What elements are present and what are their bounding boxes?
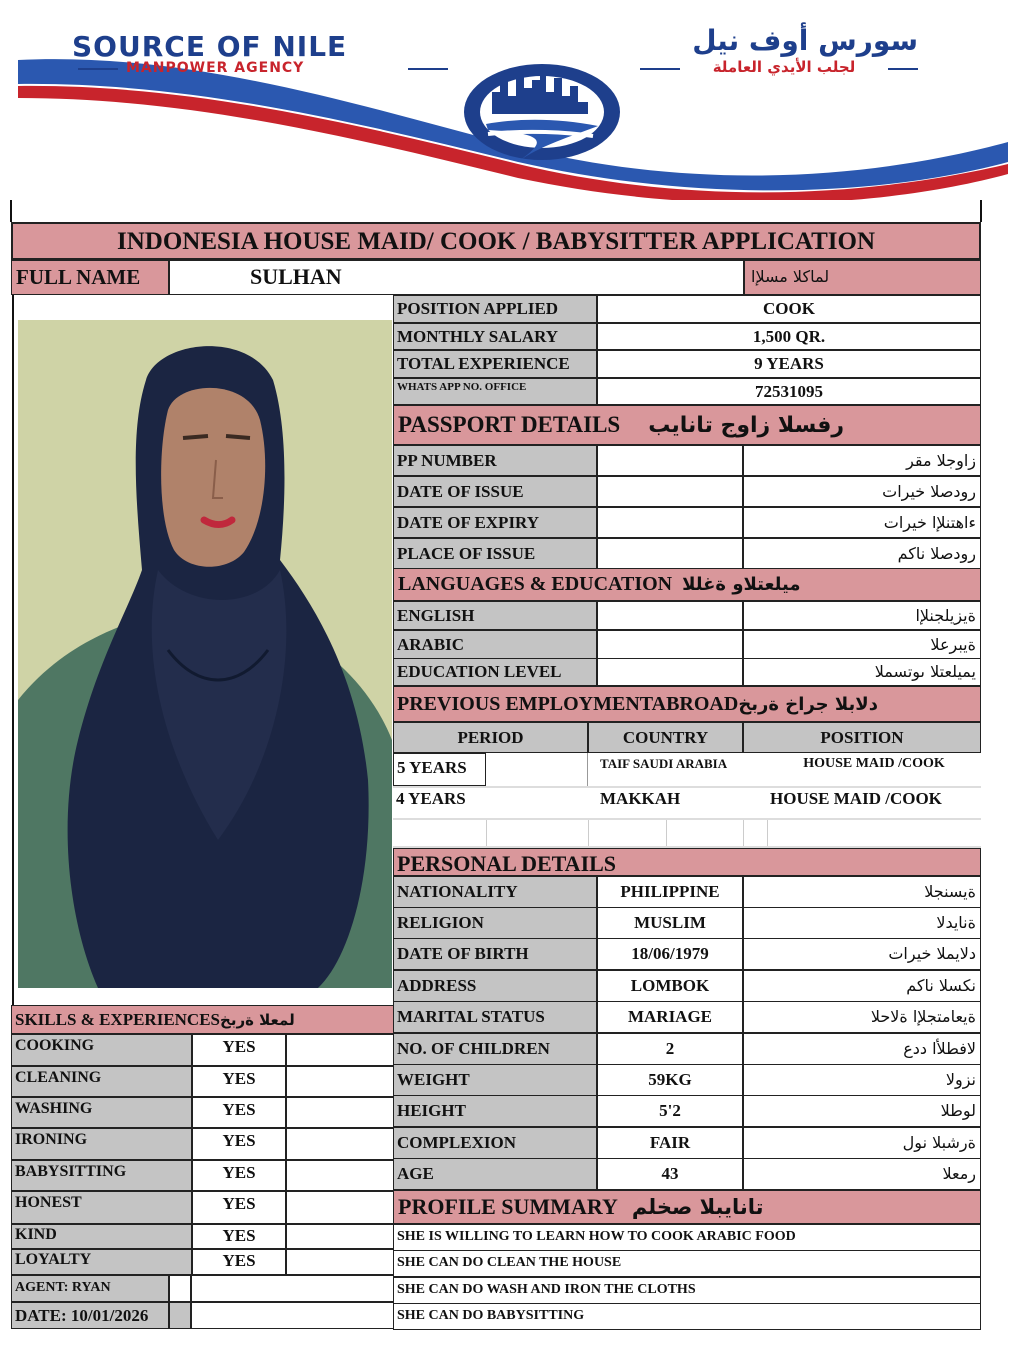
profile-line xyxy=(393,1303,981,1330)
passport-row-ar-cell xyxy=(743,445,981,476)
personal-row-label: AGE xyxy=(397,1164,434,1183)
personal-row-value-cell[interactable] xyxy=(597,1064,743,1096)
skills-section-title-ar: لمعلا ةربخ xyxy=(220,1011,295,1029)
employment-empty-cell xyxy=(486,753,588,786)
employment-header-country-label: COUNTRY xyxy=(622,728,709,747)
full-name-label: FULL NAME xyxy=(16,265,141,289)
language-row-label: ENGLISH xyxy=(397,606,475,625)
total-experience-value: 9 YEARS xyxy=(754,354,824,373)
date-cell xyxy=(11,1302,169,1329)
passport-row-ar-cell xyxy=(743,507,981,538)
skill-note-cell[interactable] xyxy=(286,1097,394,1128)
job-label-cell xyxy=(393,323,597,350)
employment-row-country[interactable] xyxy=(597,788,757,818)
passport-row-value-cell[interactable] xyxy=(597,507,743,538)
language-row-label-ar: ةيزيلجنلإا xyxy=(915,606,976,625)
passport-row-label: PP NUMBER xyxy=(397,451,497,470)
language-row-ar-cell xyxy=(743,630,981,659)
full-name-field[interactable] xyxy=(169,260,744,295)
personal-row-value: 43 xyxy=(661,1164,679,1183)
job-value-cell[interactable] xyxy=(597,295,981,323)
language-row-label: EDUCATION LEVEL xyxy=(397,662,562,681)
whatsapp-office-label: WHATS APP NO. OFFICE xyxy=(397,381,527,393)
brand-name-ar: سورس أوف نيل xyxy=(692,24,918,57)
position-applied-label: POSITION APPLIED xyxy=(397,299,559,318)
passport-row-label: PLACE OF ISSUE xyxy=(397,544,536,563)
passport-row-label-cell xyxy=(393,538,597,569)
passport-row-label: DATE OF ISSUE xyxy=(397,482,524,501)
skill-value: YES xyxy=(222,1226,256,1245)
personal-row-value-cell[interactable] xyxy=(597,1033,743,1065)
skill-note-cell[interactable] xyxy=(286,1160,394,1191)
personal-row-label-cell xyxy=(393,938,597,970)
skill-value: YES xyxy=(222,1131,256,1150)
employment-header-position-label: POSITION xyxy=(820,728,904,747)
job-value-cell[interactable] xyxy=(597,378,981,405)
personal-row-ar-cell xyxy=(743,1158,981,1190)
personal-row-value-cell[interactable] xyxy=(597,970,743,1002)
employment-row-2-position: HOUSE MAID /COOK xyxy=(770,789,942,808)
personal-row-label: COMPLEXION xyxy=(397,1133,516,1152)
personal-row-label-ar: ةنايدلا xyxy=(936,913,976,932)
skill-value: YES xyxy=(222,1163,256,1182)
personal-row-ar-cell xyxy=(743,1033,981,1065)
skill-value-cell[interactable] xyxy=(192,1128,286,1160)
passport-row-label-ar: ءاهتنلإا خيرات xyxy=(883,513,976,532)
form-title: INDONESIA HOUSE MAID/ COOK / BABYSITTER APPLICATION xyxy=(116,228,875,255)
skill-label: IRONING xyxy=(15,1131,88,1148)
personal-row-ar-cell xyxy=(743,1064,981,1096)
passport-row-label: DATE OF EXPIRY xyxy=(397,513,540,532)
language-row-label-cell xyxy=(393,601,597,630)
personal-row-label-ar: لوطلا xyxy=(940,1101,976,1120)
language-row-label: ARABIC xyxy=(397,635,465,654)
profile-line xyxy=(393,1277,981,1304)
skill-label: CLEANING xyxy=(15,1069,102,1086)
language-row-ar-cell xyxy=(743,601,981,630)
employment-row-period[interactable] xyxy=(393,753,486,786)
personal-row-value: MARIAGE xyxy=(627,1007,713,1026)
brand-subtitle-en-row xyxy=(78,60,458,78)
passport-row-ar-cell xyxy=(743,538,981,569)
employment-row-position[interactable] xyxy=(767,788,981,818)
personal-row-label-ar: ةيعامتجلإا ةلاحلا xyxy=(870,1007,976,1026)
profile-line xyxy=(393,1250,981,1277)
language-row-value-cell[interactable] xyxy=(597,630,743,659)
personal-row-ar-cell xyxy=(743,1095,981,1127)
profile-section-header xyxy=(393,1190,981,1224)
skill-label-cell xyxy=(11,1066,192,1097)
personal-section-header xyxy=(393,848,981,876)
personal-row-value: 59KG xyxy=(648,1070,692,1089)
personal-row-label: MARITAL STATUS xyxy=(397,1007,545,1026)
personal-row-value: 5'2 xyxy=(659,1101,681,1120)
skill-note-cell[interactable] xyxy=(286,1249,394,1275)
skill-value: YES xyxy=(222,1037,256,1056)
passport-row-ar-cell xyxy=(743,476,981,507)
language-row-label-ar: يميلعتلا ىوتسملا xyxy=(874,662,976,681)
job-label-cell xyxy=(393,378,597,405)
personal-row-label-ar: نزولا xyxy=(945,1070,976,1089)
monthly-salary-value: 1,500 QR. xyxy=(752,327,826,346)
skill-label-cell xyxy=(11,1128,192,1160)
profile-line xyxy=(393,1224,981,1251)
employment-row-1-period: 5 YEARS xyxy=(397,758,467,777)
skill-label-cell xyxy=(11,1224,192,1249)
skills-section-header xyxy=(11,1005,394,1034)
languages-section-title: LANGUAGES & EDUCATION xyxy=(398,573,673,595)
language-row-label-ar: ةيبرعلا xyxy=(930,635,976,654)
skill-label-cell xyxy=(11,1097,192,1128)
passport-row-label-ar: زاوجلا مقر xyxy=(906,451,976,470)
language-row-label-cell xyxy=(393,630,597,659)
passport-row-value-cell[interactable] xyxy=(597,476,743,507)
passport-row-label-ar: رودصلا خيرات xyxy=(882,482,976,501)
passport-row-label-cell xyxy=(393,507,597,538)
language-row-value-cell[interactable] xyxy=(597,601,743,630)
agency-letterhead xyxy=(18,22,1008,200)
personal-row-value: LOMBOK xyxy=(630,976,710,995)
languages-section-title-ar: ميلعتلاو ةغللا xyxy=(682,574,801,595)
personal-row-label: NATIONALITY xyxy=(397,882,518,901)
personal-row-value: PHILIPPINE xyxy=(620,882,720,901)
full-name-ar-cell xyxy=(744,260,981,295)
personal-row-label-cell xyxy=(393,1001,597,1033)
personal-row-label: HEIGHT xyxy=(397,1101,466,1120)
employment-row-1-country: TAIF SAUDI ARABIA xyxy=(600,756,728,771)
job-label-cell xyxy=(393,350,597,378)
frame-right-top xyxy=(980,200,982,222)
personal-row-value-cell[interactable] xyxy=(597,1158,743,1190)
personal-row-label-cell xyxy=(393,970,597,1002)
date-label: DATE: 10/01/2026 xyxy=(15,1306,149,1325)
employment-row-2-period: 4 YEARS xyxy=(396,789,466,808)
skill-value-cell[interactable] xyxy=(192,1249,286,1275)
personal-row-value: 2 xyxy=(665,1039,675,1058)
job-value-cell[interactable] xyxy=(597,323,981,350)
full-name-value: SULHAN xyxy=(250,264,342,289)
skill-value-cell[interactable] xyxy=(192,1224,286,1249)
personal-row-label-cell xyxy=(393,907,597,939)
skill-value-cell[interactable] xyxy=(192,1066,286,1097)
employment-header-position xyxy=(743,722,981,753)
profile-line-text: SHE CAN DO BABYSITTING xyxy=(397,1308,585,1323)
personal-row-label: ADDRESS xyxy=(397,976,477,995)
language-row-label-cell xyxy=(393,658,597,686)
employment-row-position[interactable] xyxy=(767,753,981,786)
employment-section-title: PREVIOUS EMPLOYMENTABROAD xyxy=(397,693,739,715)
agent-spacer xyxy=(169,1275,191,1302)
skill-label-cell xyxy=(11,1249,192,1275)
personal-row-label: DATE OF BIRTH xyxy=(397,944,529,963)
skill-value-cell[interactable] xyxy=(192,1160,286,1191)
personal-row-label-cell xyxy=(393,1095,597,1127)
agent-field[interactable] xyxy=(191,1275,394,1302)
job-value-cell[interactable] xyxy=(597,350,981,378)
personal-row-ar-cell xyxy=(743,970,981,1002)
skill-value: YES xyxy=(222,1069,256,1088)
personal-row-label-cell xyxy=(393,1033,597,1065)
skill-note-cell[interactable] xyxy=(286,1034,394,1066)
skill-note-cell[interactable] xyxy=(286,1066,394,1097)
personal-row-label: NO. OF CHILDREN xyxy=(397,1039,550,1058)
skill-label: BABYSITTING xyxy=(15,1163,127,1180)
personal-row-ar-cell xyxy=(743,907,981,939)
personal-row-label-ar: ةيسنجلا xyxy=(924,882,976,901)
skill-label-cell xyxy=(11,1160,192,1191)
applicant-photo-illustration xyxy=(18,320,392,988)
skill-label: COOKING xyxy=(15,1037,95,1054)
skill-note-cell[interactable] xyxy=(286,1191,394,1224)
profile-section-title: PROFILE SUMMARY xyxy=(398,1194,618,1219)
skill-label-cell xyxy=(11,1191,192,1224)
position-applied-value: COOK xyxy=(763,299,815,318)
passport-section-title: PASSPORT DETAILS xyxy=(398,412,621,437)
employment-header-period-label: PERIOD xyxy=(457,728,524,747)
personal-row-label-cell xyxy=(393,1127,597,1159)
personal-row-value-cell[interactable] xyxy=(597,876,743,908)
personal-row-ar-cell xyxy=(743,876,981,908)
personal-row-ar-cell xyxy=(743,1001,981,1033)
brand-subtitle-en: MANPOWER AGENCY xyxy=(126,60,305,76)
form-title-bar xyxy=(11,222,981,260)
personal-row-value: FAIR xyxy=(649,1133,691,1152)
personal-row-label-ar: ةرشبلا نول xyxy=(902,1133,976,1152)
personal-row-label: RELIGION xyxy=(397,913,484,932)
skill-label-cell xyxy=(11,1034,192,1066)
skill-note-cell[interactable] xyxy=(286,1128,394,1160)
monthly-salary-label: MONTHLY SALARY xyxy=(397,327,559,346)
language-row-ar-cell xyxy=(743,658,981,686)
employment-row-period[interactable] xyxy=(393,788,486,818)
passport-row-value-cell[interactable] xyxy=(597,445,743,476)
employment-row-1-position: HOUSE MAID /COOK xyxy=(803,756,945,771)
languages-section-header xyxy=(393,568,981,601)
profile-line-text: SHE IS WILLING TO LEARN HOW TO COOK ARABIC FOOD xyxy=(397,1229,796,1244)
personal-row-label: WEIGHT xyxy=(397,1070,470,1089)
personal-row-value-cell[interactable] xyxy=(597,938,743,970)
personal-section-title: PERSONAL DETAILS xyxy=(397,851,617,876)
personal-row-ar-cell xyxy=(743,1127,981,1159)
personal-row-ar-cell xyxy=(743,938,981,970)
skills-section-title: SKILLS & EXPERIENCES xyxy=(15,1010,221,1029)
employment-empty-row xyxy=(393,818,981,848)
whatsapp-office-value: 72531095 xyxy=(755,382,823,401)
skill-value: YES xyxy=(222,1194,256,1213)
personal-row-value-cell[interactable] xyxy=(597,1095,743,1127)
passport-row-label-ar: رودصلا ناكم xyxy=(897,544,976,563)
skill-label: LOYALTY xyxy=(15,1251,92,1268)
profile-line-text: SHE CAN DO WASH AND IRON THE CLOTHS xyxy=(397,1282,696,1297)
passport-row-label-cell xyxy=(393,445,597,476)
skill-value-cell[interactable] xyxy=(192,1097,286,1128)
personal-row-label-ar: نكسلا ناكم xyxy=(906,976,976,995)
brand-subtitle-ar: لجلب الأيدي العاملة xyxy=(712,58,856,76)
employment-header-period xyxy=(393,722,588,753)
passport-section-header xyxy=(393,405,981,445)
employment-header-country xyxy=(588,722,743,753)
brand-subtitle-ar-row xyxy=(638,58,918,80)
total-experience-label: TOTAL EXPERIENCE xyxy=(397,354,570,373)
skill-value: YES xyxy=(222,1251,256,1270)
brand-name-en: SOURCE OF NILE xyxy=(72,30,348,63)
personal-row-value-cell[interactable] xyxy=(597,1001,743,1033)
personal-row-label-cell xyxy=(393,1064,597,1096)
skill-label: KIND xyxy=(15,1226,57,1243)
job-label-cell xyxy=(393,295,597,323)
personal-row-label-ar: لافطلأا ددع xyxy=(903,1039,976,1058)
profile-line-text: SHE CAN DO CLEAN THE HOUSE xyxy=(397,1255,622,1270)
personal-row-label-ar: رمعلا xyxy=(942,1164,976,1183)
passport-section-title-ar: رفسلا زاوج تانايب xyxy=(648,413,845,438)
personal-row-value: 18/06/1979 xyxy=(631,944,709,963)
personal-row-label-ar: دلايملا خيرات xyxy=(888,944,976,963)
full-name-label-ar: لماكلا مسلإا xyxy=(751,267,830,286)
full-name-label-cell xyxy=(11,260,169,295)
agent-cell xyxy=(11,1275,169,1302)
personal-row-value: MUSLIM xyxy=(634,913,706,932)
personal-row-value-cell[interactable] xyxy=(597,907,743,939)
employment-row-country[interactable] xyxy=(597,753,757,786)
skill-value-cell[interactable] xyxy=(192,1191,286,1224)
personal-row-value-cell[interactable] xyxy=(597,1127,743,1159)
language-row-value-cell[interactable] xyxy=(597,658,743,686)
date-spacer xyxy=(169,1302,191,1329)
date-field[interactable] xyxy=(191,1302,394,1329)
skill-value-cell[interactable] xyxy=(192,1034,286,1066)
personal-row-label-cell xyxy=(393,876,597,908)
skill-label: WASHING xyxy=(15,1100,93,1117)
applicant-photo xyxy=(18,320,392,988)
profile-section-title-ar: تانايبلا صخلم xyxy=(631,1195,764,1219)
skill-value: YES xyxy=(222,1100,256,1119)
employment-section-title-ar: دلابلا جراخ ةربخ xyxy=(738,694,878,715)
skill-label: HONEST xyxy=(15,1194,82,1211)
employment-row-2-country: MAKKAH xyxy=(600,789,681,808)
personal-row-label-cell xyxy=(393,1158,597,1190)
agent-label: AGENT: RYAN xyxy=(15,1280,111,1295)
passport-row-label-cell xyxy=(393,476,597,507)
passport-row-value-cell[interactable] xyxy=(597,538,743,569)
skill-note-cell[interactable] xyxy=(286,1224,394,1249)
frame-left-top xyxy=(10,200,12,222)
employment-section-header xyxy=(393,686,981,722)
